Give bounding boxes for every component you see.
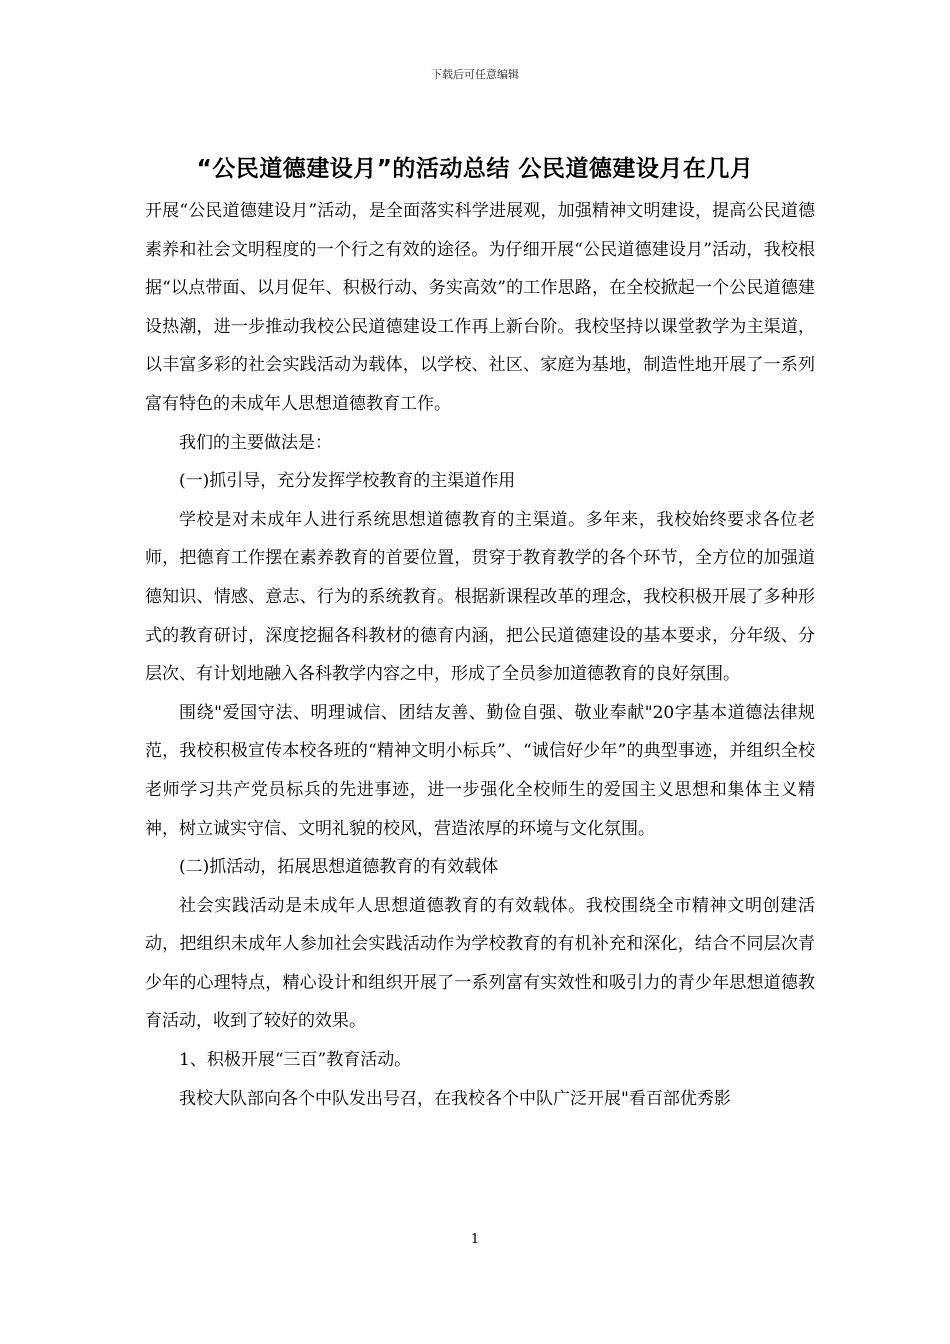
- paragraph-moral-norms: 围绕"爱国守法、明理诚信、团结友善、勤俭自强、敬业奉献"20字基本道德法律规范，我校积极宣传本校各班的“精神文明小标兵”、“诚信好少年”的典型事迹，并组织全校老师学习共产党员标兵的先进事迹，进一步强化全校师生的爱国主义思想和集体主义精神，树立诚实守信、文明礼貌的校风，营造浓厚的环境与文化氛围。: [145, 702, 815, 839]
- section-heading-1: (一)抓引导，充分发挥学校教育的主渠道作用: [179, 471, 516, 492]
- paragraph-social-practice: 社会实践活动是未成年人思想道德教育的有效载体。我校围绕全市精神文明创建活动，把组织未成年人参加社会实践活动作为学校教育的有机补充和深化，结合不同层次青少年的心理特点，精心设计和组织开展了一系列富有实效性和吸引力的青少年思想道德教育活动，收到了较好的效果。: [145, 895, 815, 1032]
- paragraph-main-methods: 我们的主要做法是：: [179, 432, 332, 453]
- paragraph-school-education: 学校是对未成年人进行系统思想道德教育的主渠道。多年来，我校始终要求各位老师，把德育工作摆在素养教育的首要位置，贯穿于教育教学的各个环节，全方位的加强道德知识、情感、意志、行为的系统教育。根据新课程改革的理念，我校积极开展了多种形式的教育研讨，深度挖掘各科教材的德育内涵，把公民道德建设的基本要求，分年级、分层次、有计划地融入各科教学内容之中，形成了全员参加道德教育的良好氛围。: [145, 509, 815, 685]
- header-note: 下载后可任意编辑: [431, 68, 519, 81]
- paragraph-intro: 开展“公民道德建设月”活动，是全面落实科学进展观，加强精神文明建设，提高公民道德素养和社会文明程度的一个行之有效的途径。为仔细开展“公民道德建设月”活动，我校根据“以点带面、以月促年、积极行动、务实高效”的工作思路，在全校掀起一个公民道德建设热潮，进一步推动我校公民道德建设工作再上新台阶。我校坚持以课堂教学为主渠道，以丰富多彩的社会实践活动为载体，以学校、社区、家庭为基地，制造性地开展了一系列富有特色的未成年人思想道德教育工作。: [145, 201, 815, 414]
- section-heading-2: (二)抓活动，拓展思想道德教育的有效载体: [179, 857, 499, 878]
- subsection-heading-1: 1、积极开展“三百”教育活动。: [179, 1050, 412, 1071]
- document-body: [145, 192, 815, 1118]
- document-title: “公民道德建设月”的活动总结 公民道德建设月在几月: [196, 156, 754, 182]
- page-number: 1: [470, 1232, 480, 1247]
- paragraph-brigade-call: 我校大队部向各个中队发出号召，在我校各个中队广泛开展"看百部优秀影: [179, 1088, 731, 1109]
